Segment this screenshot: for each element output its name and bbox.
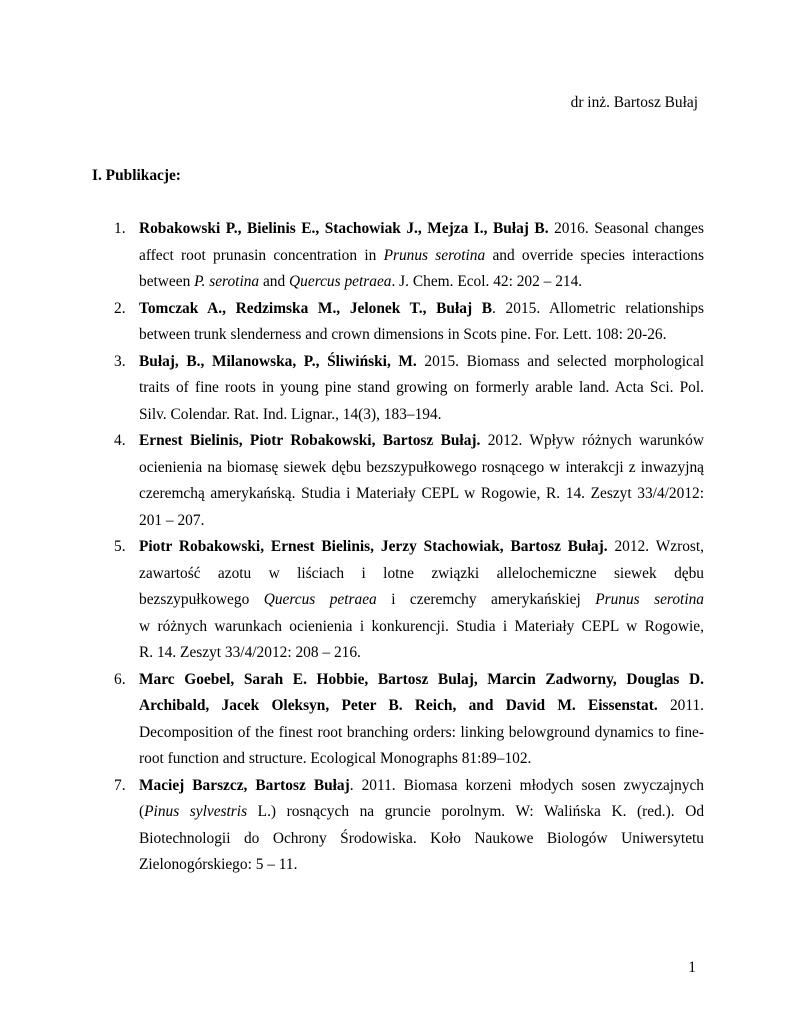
citation-text: 2015. Biomass and selected morphological <box>416 352 704 370</box>
citation-text: root function and structure. Ecological Monographs 81:89–102. <box>139 750 532 767</box>
species-name: Pinus sylvestris <box>144 803 248 820</box>
citation-line <box>139 349 704 376</box>
citation-text: L.) rosnących na gruncie porolnym. W: Walińska K. (red.). Od <box>247 803 705 820</box>
citation-text: Biotechnologii do Ochrony Środowiska. Koło Naukowe Biologów Uniwersytetu <box>139 829 704 847</box>
publication-citation <box>139 773 704 879</box>
publication-number: 6. <box>114 670 126 688</box>
citation-text: between trunk slenderness and crown dimensions in Scots pine. For. Lett. 108: 20-26. <box>139 326 667 343</box>
citation-line <box>139 455 704 482</box>
publication-citation <box>139 349 704 429</box>
citation-text: between <box>139 273 195 290</box>
citation-line <box>139 402 704 429</box>
citation-text: and <box>259 273 290 290</box>
citation-line <box>139 375 704 402</box>
citation-line <box>139 296 704 323</box>
citation-line <box>139 693 704 720</box>
citation-line <box>139 587 704 614</box>
species-name: Quercus petraea <box>289 273 392 290</box>
citation-text: Silv. Colendar. Rat. Ind. Lignar., 14(3), 183–194. <box>139 405 442 423</box>
citation-line <box>139 322 704 349</box>
citation-line <box>139 640 704 667</box>
citation-text: w różnych warunkach ocienienia i konkurencji. Studia i Materiały CEPL w Rogowie, <box>139 617 704 635</box>
document-author: dr inż. Bartosz Bułaj <box>570 94 698 111</box>
citation-text: i czeremchy amerykańskiej <box>376 591 596 608</box>
publication-number: 2. <box>114 299 126 317</box>
citation-authors: Marc Goebel, Sarah E. Hobbie, Bartosz Bulaj, Marcin Zadworny, Douglas D. <box>139 670 704 688</box>
citation-text: Zielonogórskiego: 5 – 11. <box>139 856 298 873</box>
citation-line <box>139 269 704 296</box>
citation-text: Decomposition of the finest root branching orders: linking belowground dynamics to fine- <box>139 723 704 741</box>
species-name: P. serotina <box>194 273 260 290</box>
publication-citation <box>139 428 704 534</box>
citation-line <box>139 481 704 508</box>
citation-authors: Ernest Bielinis, Piotr Robakowski, Bartosz Bułaj. <box>139 432 481 449</box>
citation-line <box>139 216 704 243</box>
citation-line <box>139 428 704 455</box>
publication-number: 7. <box>114 776 126 794</box>
citation-line <box>139 534 704 561</box>
citation-authors: Archibald, Jacek Oleksyn, Peter B. Reich, and David M. Eissenstat. <box>139 697 658 714</box>
species-name: Quercus petraea <box>263 591 377 608</box>
citation-line <box>139 508 704 535</box>
citation-text: 2016. Seasonal changes <box>548 220 705 237</box>
species-name: Prunus serotina <box>383 246 486 264</box>
citation-text: . J. Chem. Ecol. 42: 202 – 214. <box>391 273 583 290</box>
publication-number: 4. <box>114 432 126 449</box>
citation-line <box>139 799 704 826</box>
citation-text: 2012. Wzrost, <box>607 538 705 555</box>
citation-authors: Piotr Robakowski, Ernest Bielinis, Jerzy Stachowiak, Bartosz Bułaj. <box>139 538 608 555</box>
citation-line <box>139 614 704 641</box>
citation-text: czeremchą amerykańską. Studia i Materiały CEPL w Rogowie, R. 14. Zeszyt 33/4/2012: <box>139 485 704 502</box>
citation-text: . 2011. Biomasa korzeni młodych sosen zwyczajnych <box>349 776 705 794</box>
citation-line <box>139 746 704 773</box>
citation-line <box>139 852 704 879</box>
publication-number: 5. <box>114 538 126 555</box>
citation-text: affect root prunasin concentration in <box>139 246 384 264</box>
citation-line <box>139 243 704 270</box>
publication-citation <box>139 667 704 773</box>
publication-citation <box>139 534 704 667</box>
citation-text: 201 – 207. <box>139 511 205 529</box>
citation-text: 2012. Wpływ różnych warunków <box>480 432 704 449</box>
citation-line <box>139 826 704 853</box>
publication-number: 3. <box>114 352 126 370</box>
citation-line <box>139 773 704 800</box>
citation-line <box>139 720 704 747</box>
citation-text: and override species interactions <box>485 246 704 264</box>
citation-text: ocienienia na biomasę siewek dębu bezszypułkowego rosnącego w interakcji z inwazyjną <box>139 458 704 476</box>
publication-citation <box>139 216 704 296</box>
citation-text: bezszypułkowego <box>139 591 264 608</box>
citation-authors: Bułaj, B., Milanowska, P., Śliwiński, M. <box>139 352 417 370</box>
publication-number: 1. <box>114 220 126 237</box>
citation-text: . 2015. Allometric relationships <box>492 299 704 317</box>
citation-line <box>139 561 704 588</box>
citation-text: traits of fine roots in young pine stand growing on formerly arable land. Acta Sci. Pol. <box>139 379 704 396</box>
citation-text: 2011. <box>657 697 705 714</box>
citation-text: ( <box>139 803 145 820</box>
section-heading: I. Publikacje: <box>92 167 181 184</box>
citation-line <box>139 667 704 694</box>
citation-text: zawartość azotu w liściach i lotne związki allelochemiczne siewek dębu <box>139 564 704 582</box>
citation-authors: Robakowski P., Bielinis E., Stachowiak J., Mejza I., Bułaj B. <box>139 220 549 237</box>
publication-citation <box>139 296 704 349</box>
citation-authors: Tomczak A., Redzimska M., Jelonek T., Bułaj B <box>139 299 493 317</box>
page-number: 1 <box>688 959 696 976</box>
species-name: Prunus serotina <box>595 591 704 608</box>
citation-authors: Maciej Barszcz, Bartosz Bułaj <box>139 776 350 794</box>
citation-text: R. 14. Zeszyt 33/4/2012: 208 – 216. <box>139 644 361 661</box>
